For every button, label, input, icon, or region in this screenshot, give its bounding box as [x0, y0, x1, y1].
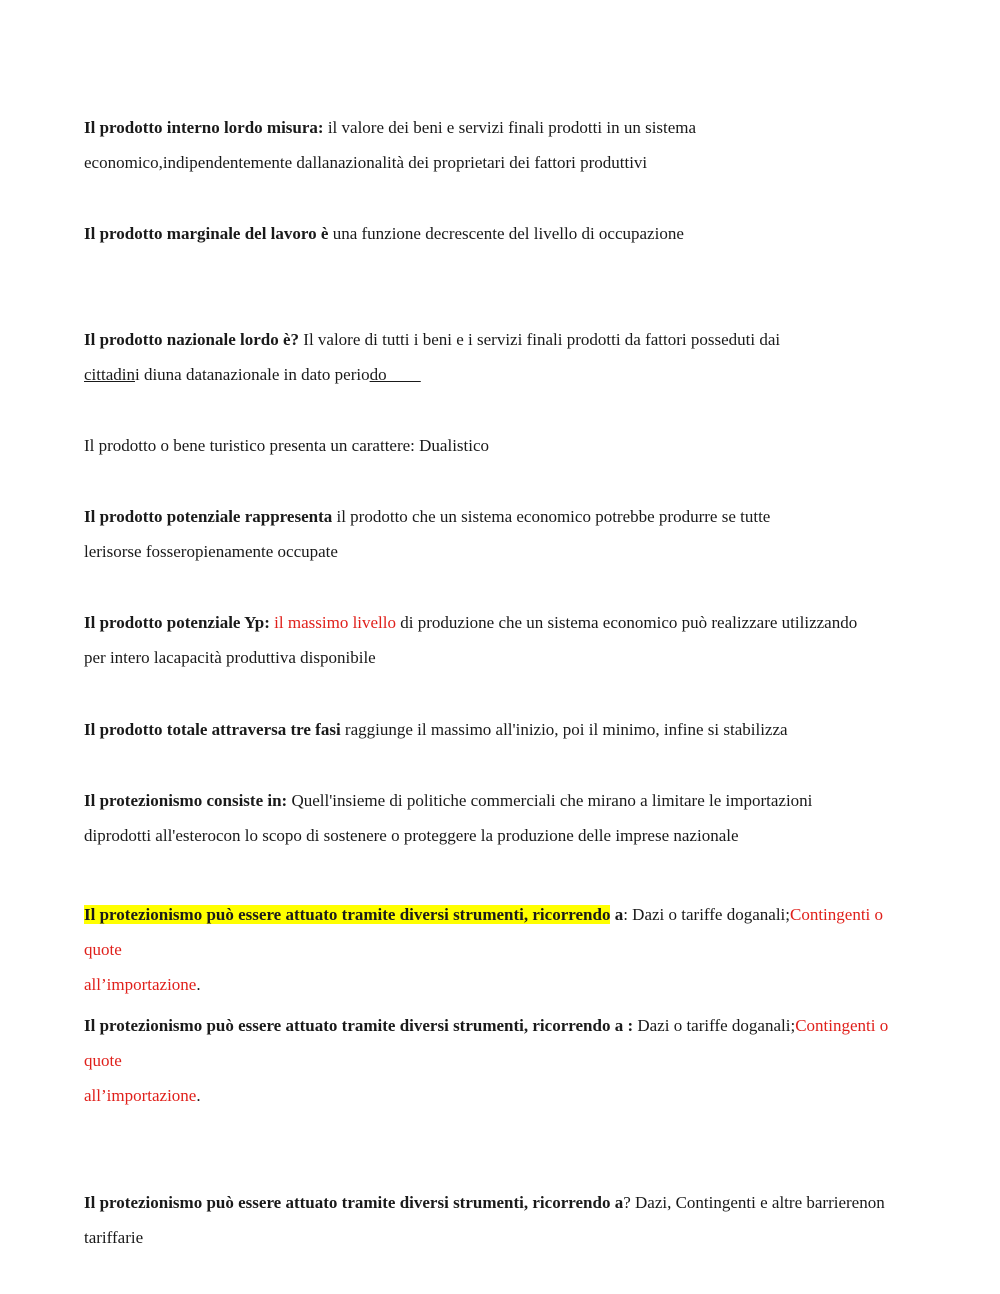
- term: Il protezionismo può essere attuato tramite diversi strumenti, ricorrendo a :: [84, 1016, 634, 1035]
- statement: Il prodotto o bene turistico presenta un carattere: Dualistico: [84, 436, 490, 455]
- definition-continued: per intero lacapacità produttiva disponibile: [84, 648, 376, 667]
- underlined-text: cittadin: [84, 365, 135, 384]
- red-text: quote: [84, 1051, 122, 1070]
- entry-bene-turistico: [84, 428, 984, 463]
- entry-protezionismo-strumenti-3: [84, 1185, 984, 1255]
- entry-prodotto-totale: [84, 712, 984, 747]
- definition-continued: tariffarie: [84, 1228, 144, 1247]
- term: Il prodotto potenziale rappresenta: [84, 507, 333, 526]
- red-text: all’importazione: [84, 1086, 197, 1105]
- red-text: quote: [84, 940, 122, 959]
- term: Il prodotto marginale del lavoro è: [84, 224, 329, 243]
- entry-protezionismo-consiste: [84, 783, 984, 853]
- definition-continued: lerisorse fosseropienamente occupate: [84, 542, 338, 561]
- red-text: Contingenti o: [790, 905, 884, 924]
- underlined-text: do____: [369, 365, 421, 384]
- definition-continued: diprodotti all'esterocon lo scopo di sostenere o proteggere la produzione delle imprese nazionale: [84, 826, 739, 845]
- definition: Quell'insieme di politiche commerciali che mirano a limitare le importazioni: [287, 791, 813, 810]
- entry-pil: [84, 110, 984, 180]
- entry-protezionismo-strumenti-1: [84, 897, 984, 1002]
- red-text: all’importazione: [84, 975, 197, 994]
- definition: Dazi o tariffe doganali;: [633, 1016, 796, 1035]
- term: Il protezionismo consiste in:: [84, 791, 288, 810]
- entry-prodotto-marginale: [84, 216, 984, 251]
- red-text: Contingenti o: [795, 1016, 889, 1035]
- entry-prodotto-potenziale-yp: [84, 605, 984, 675]
- definition: : Dazi o tariffe doganali;: [623, 905, 790, 924]
- term: Il prodotto totale attraversa tre fasi: [84, 720, 341, 739]
- term: Il prodotto interno lordo misura:: [84, 118, 324, 137]
- term-tail: a: [610, 905, 624, 924]
- punctuation: .: [196, 975, 201, 994]
- highlighted-term: Il protezionismo può essere attuato tramite diversi strumenti, ricorrendo: [84, 905, 611, 924]
- definition-continued: i diuna datanazionale in dato perio: [134, 365, 370, 384]
- definition: Il valore di tutti i beni e i servizi finali prodotti da fattori posseduti dai: [299, 330, 781, 349]
- definition: raggiunge il massimo all'inizio, poi il minimo, infine si stabilizza: [340, 720, 788, 739]
- red-text: il massimo livello: [269, 613, 397, 632]
- entry-pnl: [84, 322, 984, 392]
- definition: il prodotto che un sistema economico potrebbe produrre se tutte: [332, 507, 771, 526]
- punctuation: .: [196, 1086, 201, 1105]
- definition: di produzione che un sistema economico può realizzare utilizzando: [396, 613, 858, 632]
- entry-protezionismo-strumenti-2: [84, 1008, 984, 1113]
- definition: una funzione decrescente del livello di occupazione: [328, 224, 684, 243]
- definition: ? Dazi, Contingenti e altre barrierenon: [623, 1193, 885, 1212]
- entry-prodotto-potenziale: [84, 499, 984, 569]
- term: Il protezionismo può essere attuato tramite diversi strumenti, ricorrendo a: [84, 1193, 624, 1212]
- term: Il prodotto nazionale lordo è?: [84, 330, 300, 349]
- definition-continued: economico,indipendentemente dallanazionalità dei proprietari dei fattori produttivi: [84, 153, 648, 172]
- term: Il prodotto potenziale Yp:: [84, 613, 270, 632]
- definition: il valore dei beni e servizi finali prodotti in un sistema: [323, 118, 697, 137]
